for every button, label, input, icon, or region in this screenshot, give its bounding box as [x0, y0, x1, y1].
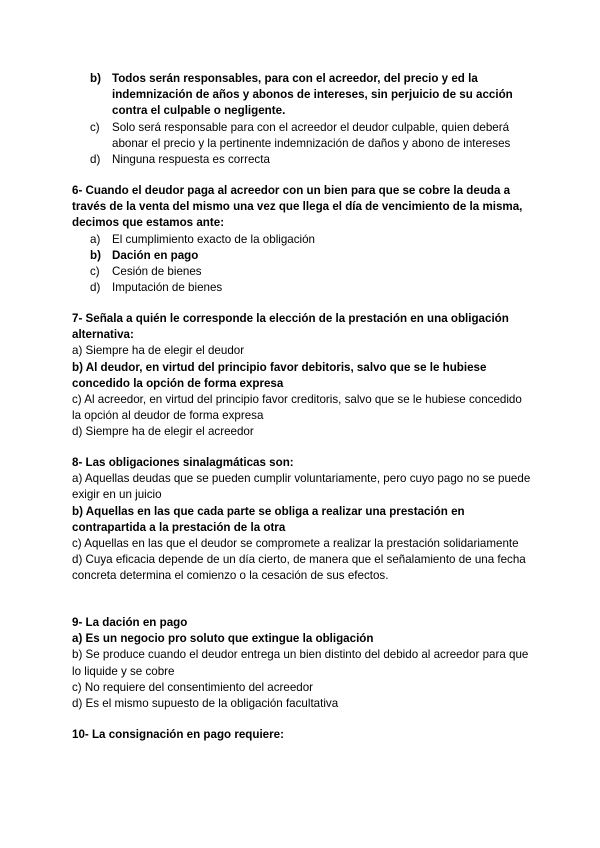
option-text: Ninguna respuesta es correcta	[112, 153, 270, 167]
option-b: b) Al deudor, en virtud del principio favor debitoris, salvo que se le hubiese concedido la opción de forma expresa	[72, 360, 487, 390]
option-label: a)	[90, 232, 101, 246]
question-text: 7- Señala a quién le corresponde la elección de la prestación en una obligación alternativa:	[72, 312, 509, 342]
question-7	[72, 311, 532, 441]
option-text: Solo será responsable para con el acreedor el deudor culpable, quien deberá abonar el precio y la pertinente indemnización de daños y abono de intereses	[112, 120, 511, 150]
question-text: 8- Las obligaciones sinalagmáticas son:	[72, 456, 294, 469]
option-c: c) Aquellas en las que el deudor se compromete a realizar la prestación solidariamente	[72, 537, 519, 551]
option-b	[72, 248, 532, 264]
question-text: 10- La consignación en pago requiere:	[72, 728, 284, 741]
option-d: d) Cuya eficacia depende de un día cierto, de manera que el señalamiento de una fecha concreta determina el comienzo o la cesación de sus efectos.	[72, 553, 526, 583]
option-text: El cumplimiento exacto de la obligación	[112, 232, 316, 246]
question-5-options	[72, 71, 532, 168]
option-text: Imputación de bienes	[112, 281, 223, 295]
option-label: c)	[90, 120, 100, 134]
option-d: d) Siempre ha de elegir el acreedor	[72, 425, 254, 439]
question-8	[72, 455, 532, 585]
option-text: Dación en pago	[112, 248, 199, 262]
option-a: a) Siempre ha de elegir el deudor	[72, 344, 245, 358]
option-d	[72, 280, 532, 296]
question-10	[72, 727, 532, 743]
option-b: b) Aquellas en las que cada parte se obliga a realizar una prestación en contrapartida a la prestación de la otra	[72, 504, 465, 534]
question-6	[72, 183, 532, 296]
option-a	[72, 232, 532, 248]
option-b: b) Se produce cuando el deudor entrega un bien distinto del debido al acreedor para que lo liquide y se cobre	[72, 648, 529, 678]
option-label: d)	[90, 153, 101, 167]
question-text: 6- Cuando el deudor paga al acreedor con un bien para que se cobre la deuda a través de la venta del mismo una vez que llega el día de vencimiento de la misma, decimos que estamos ante:	[72, 184, 523, 230]
option-c: c) Al acreedor, en virtud del principio favor creditoris, salvo que se le hubiese concedido la opción al deudor de forma expresa	[72, 393, 522, 423]
option-c	[72, 120, 532, 152]
question-9	[72, 615, 532, 712]
option-text: Cesión de bienes	[112, 265, 202, 279]
option-label: b)	[90, 72, 101, 85]
option-a: a) Aquellas deudas que se pueden cumplir voluntariamente, pero cuyo pago no se puede exigir en un juicio	[72, 472, 531, 502]
option-label: c)	[90, 265, 100, 279]
option-label: b)	[90, 248, 101, 262]
option-c: c) No requiere del consentimiento del acreedor	[72, 680, 314, 694]
option-d	[72, 152, 532, 168]
option-text: Todos serán responsables, para con el acreedor, del precio y ed la indemnización de años y abonos de intereses, sin perjuicio de su acción contra el culpable o negligente.	[112, 72, 513, 118]
option-b	[72, 71, 532, 120]
option-d: d) Es el mismo supuesto de la obligación facultativa	[72, 697, 339, 711]
question-text: 9- La dación en pago	[72, 616, 188, 629]
option-a: a) Es un negocio pro soluto que extingue la obligación	[72, 632, 374, 646]
option-label: d)	[90, 281, 101, 295]
option-c	[72, 264, 532, 280]
